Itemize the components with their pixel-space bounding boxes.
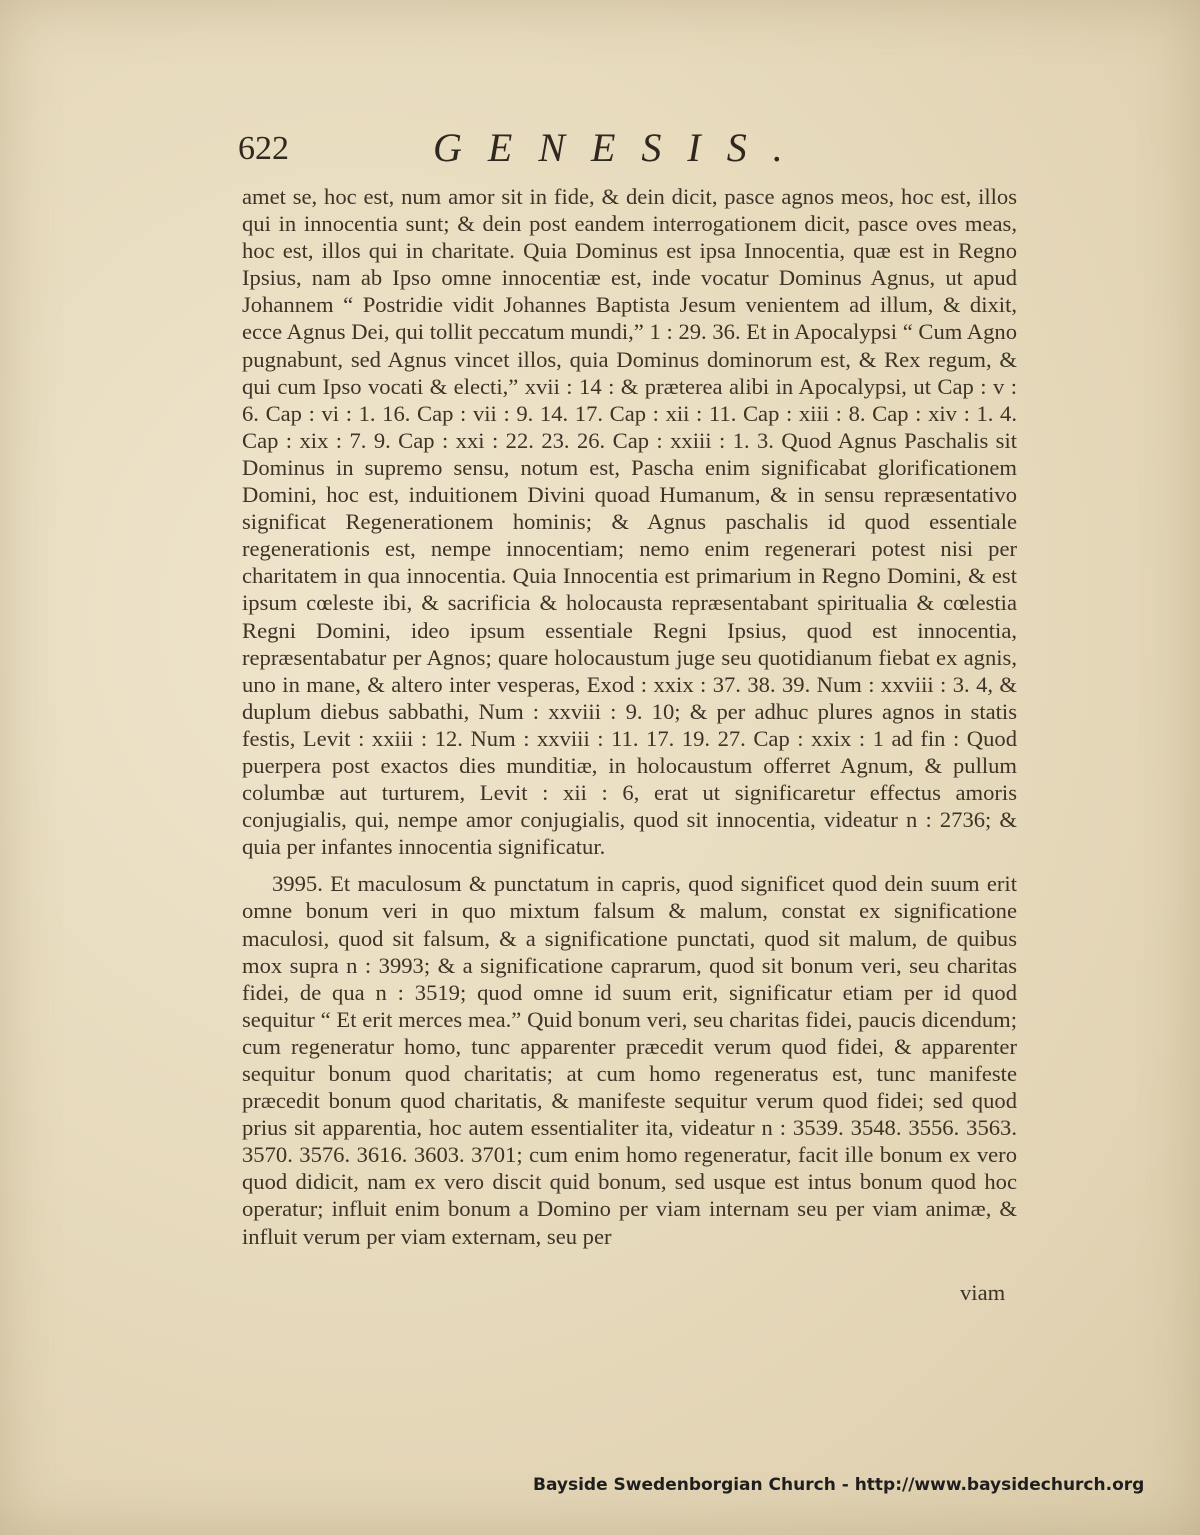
paragraph-continued: amet se, hoc est, num amor sit in fide, & dein dicit, pasce agnos meos, hoc est, illos qui in innocentia sunt; & dein post eandem interrogationem dicit, pasce oves meas, hoc est, illos qui in charitate. Quia Dominus est ipsa Innocentia, quæ est in Regno Ipsius, nam ab Ipso omne innocentiæ est, inde vocatur Dominus Agnus, ut apud Johannem “ Postridie vidit Johannes Baptista Jesum venientem ad illum, & dixit, ecce Agnus Dei, qui tollit peccatum mundi,” 1 : 29. 36. Et in Apocalypsi “ Cum Agno pugnabunt, sed Agnus vincet illos, quia Dominus dominorum est, & Rex regum, & qui cum Ipso vocati & electi,” xvii : 14 : & præterea alibi in Apocalypsi, ut Cap : v : 6. Cap : vi : 1. 16. Cap : vii : 9. 14. 17. Cap : xii : 11. Cap : xiii : 8. Cap : xiv : 1. 4. Cap : xix : 7. 9. Cap : xxi : 22. 23. 26. Cap : xxiii : 1. 3. Quod Agnus Paschalis sit Dominus in supremo sensu, notum est, Pascha enim significabat glorificationem Domini, hoc est, induitionem Divini quoad Humanum, & in sensu repræsentativo significat Regenerationem hominis; & Agnus paschalis id quod essentiale regenerationis est, nempe innocentiam; nemo enim regenerari potest nisi per charitatem in qua innocentia. Quia Innocentia est primarium in Regno Domini, & est ipsum cœleste ibi, & sacrificia & holocausta repræsentabant spiritualia & cœlestia Regni Domini, ideo ipsum essentiale Regni Ipsius, quod est innocentia, repræsentabatur per Agnos; quare holocaustum juge seu quotidianum fiebat ex agnis, uno in mane, & altero inter vesperas, Exod : xxix : 37. 38. 39. Num : xxviii : 3. 4, & duplum diebus sabbathi, Num : xxviii : 9. 10; & per adhuc plures agnos in statis festis, Levit : xxiii : 12. Num : xxviii : 11. 17. 19. 27. Cap : xxix : 1 ad fin : Quod puerpera post exactos dies munditiæ, in holocaustum offerret Agnum, & pullum columbæ aut turturem, Levit : xii : 6, erat ut significaretur effectus amoris conjugialis, qui, nempe amor conjugialis, quod sit innocentia, videatur n : 2736; & quia per infantes innocentia significatur. [242, 184, 1017, 860]
running-title: GENESIS. [433, 125, 809, 170]
page-number: 622 [238, 130, 289, 167]
page-header [238, 120, 1018, 180]
paragraph-3995: 3995. Et maculosum & punctatum in capris, quod significet quod dein suum erit omne bonum veri in quo mixtum falsum & malum, constat ex significatione maculosi, quod sit falsum, & a significatione punctati, quod sit malum, de quibus mox supra n : 3993; & a significatione caprarum, quod sit bonum veri, seu charitas fidei, de qua n : 3519; quod omne id suum erit, significatur etiam per id quod sequitur “ Et erit merces mea.” Quid bonum veri, seu charitas fidei, paucis dicendum; cum regeneratur homo, tunc apparenter præcedit verum quod fidei, & apparenter sequitur bonum quod charitatis; at cum homo regeneratus est, tunc manifeste præcedit bonum quod charitatis, & manifeste sequitur verum quod fidei; sed quod prius sit apparentia, hoc autem essentialiter ita, videatur n : 3539. 3548. 3556. 3563. 3570. 3576. 3616. 3603. 3701; cum enim homo regeneratur, facit ille bonum ex vero quod didicit, nam ex vero discit quid bonum, sed usque est intus bonum quod hoc operatur; influit enim bonum a Domino per viam internam seu per viam animæ, & influit verum per viam externam, seu per [242, 871, 1017, 1249]
main-text [242, 183, 1017, 1250]
catchword: viam [960, 1280, 1006, 1305]
footer-credit: Bayside Swedenborgian Church - http://www.baysidechurch.org [533, 1475, 1145, 1495]
